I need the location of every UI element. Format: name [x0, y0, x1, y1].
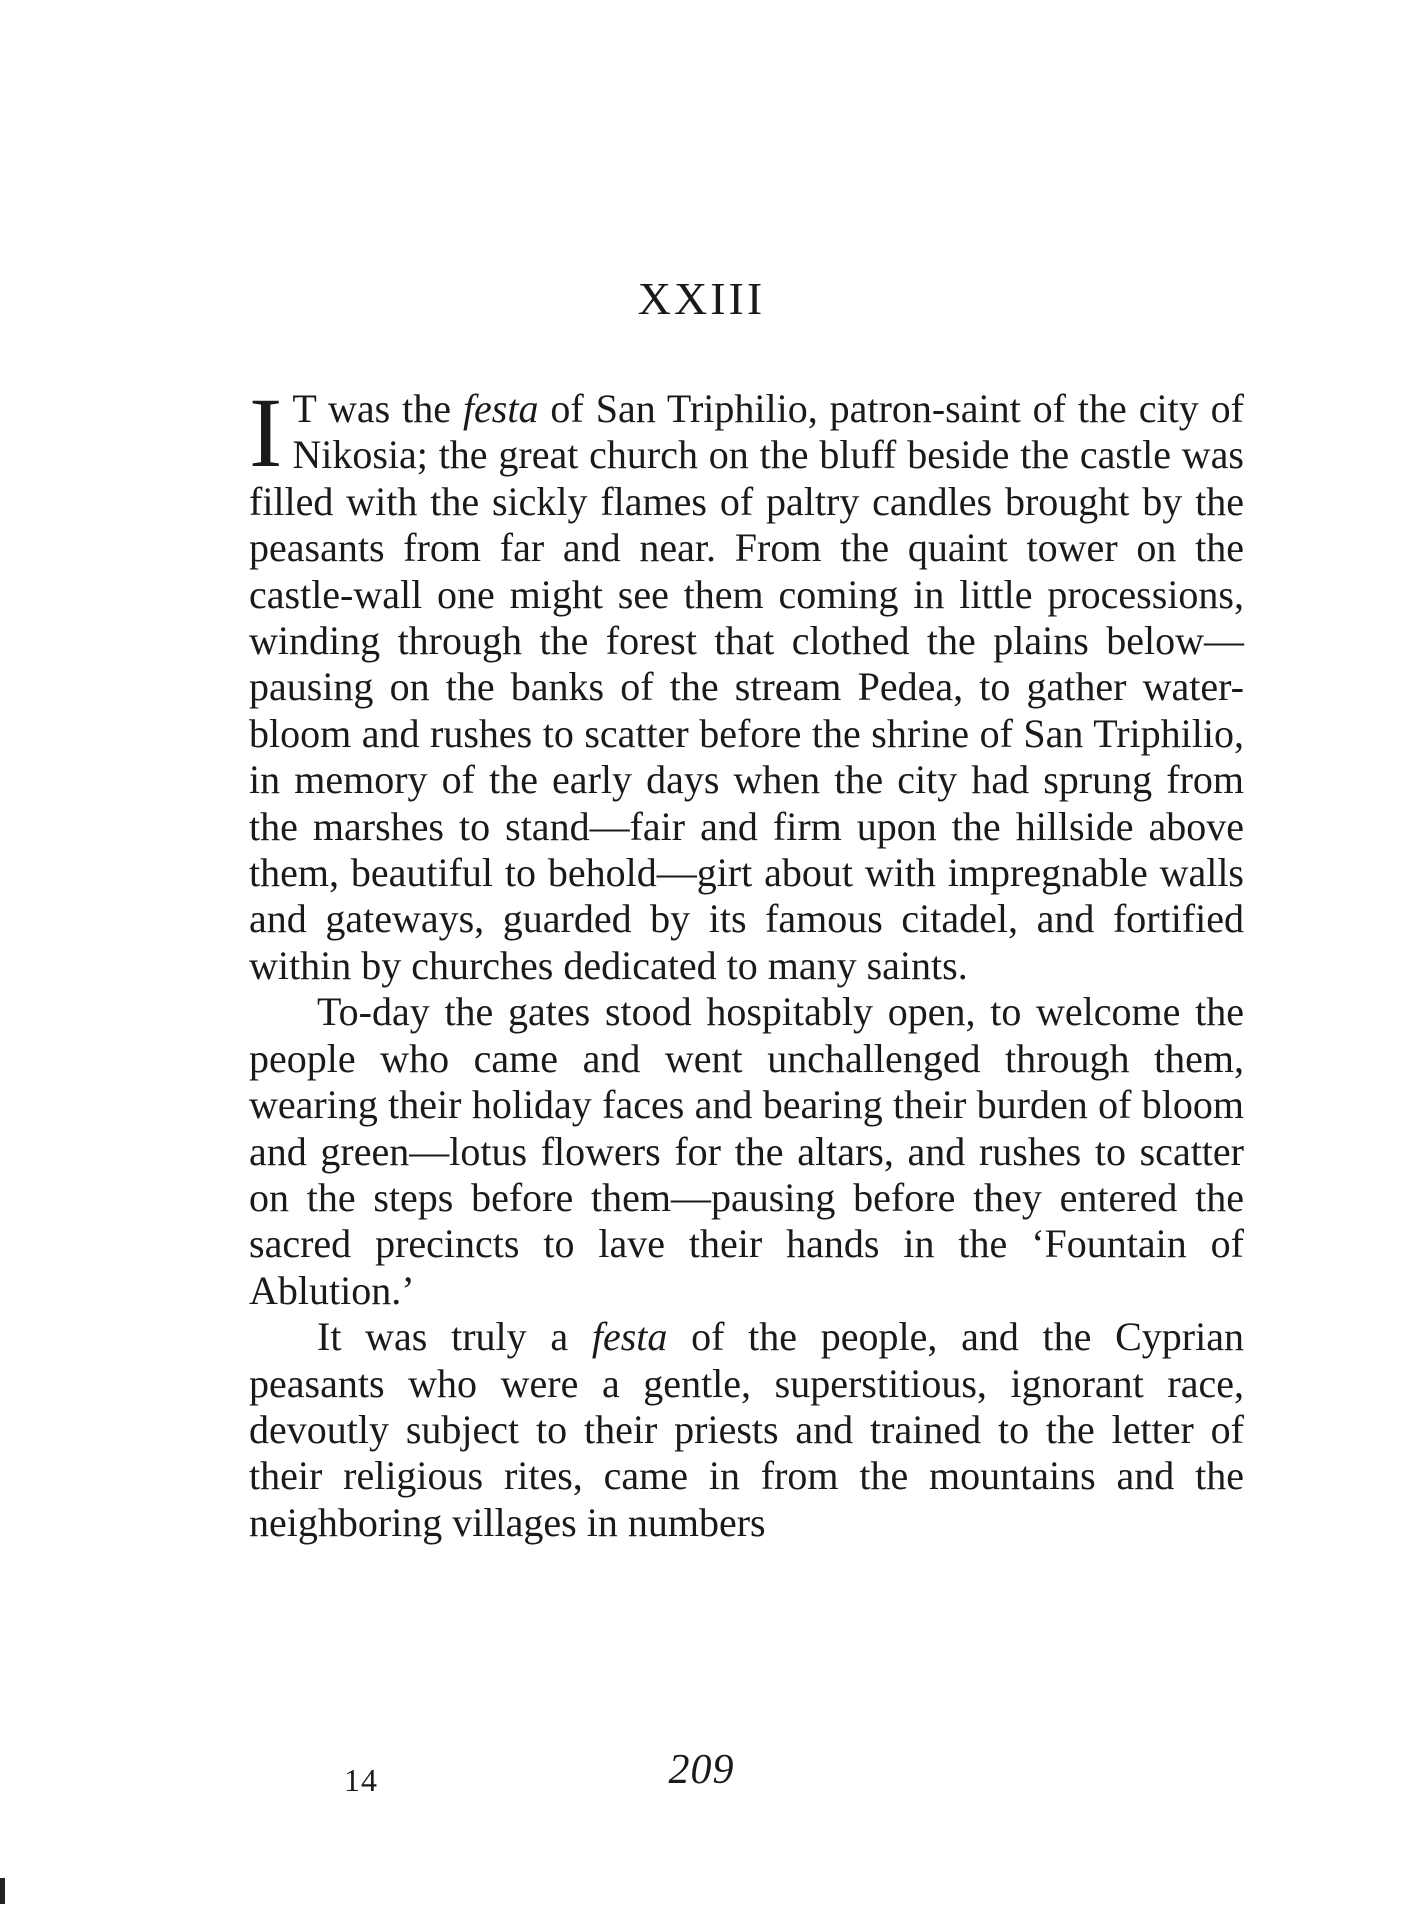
body-text — [249, 377, 1244, 1546]
scan-mark — [0, 1878, 5, 1904]
paragraph-3-italic-festa: festa — [591, 1314, 668, 1360]
paragraph-1-text-a: T was the — [292, 386, 463, 431]
page-number: 209 — [668, 1747, 735, 1793]
paragraph-3-text-a: It was truly a — [317, 1314, 592, 1360]
paragraph-2: To-day the gates stood hospitably open, to welcome the people who came and went unchallenged through them, wearing their holiday faces and bearing their burden of bloom and green—lotus flowers for the altars, and rushes to scatter on the steps before them—pausing before they entered the sacred precincts to lave their hands in the ‘Fountain of Ablution.’ — [249, 989, 1244, 1313]
paragraph-1-italic-festa: festa — [462, 386, 539, 431]
paragraph-1 — [249, 377, 1244, 989]
paragraph-1-text-b: of San Triphilio, patron-saint of the city of Nikosia; the great church on the bluff beside the castle was filled with the sickly flames of paltry candles brought by the peasants from far and near. From the quaint tower on the castle-wall one might see them coming in little processions, winding through the forest that clothed the plains below—pausing on the banks of the stream Pedea, to gather water-bloom and rushes to scatter before the shrine of San Triphilio, in memory of the early days when the city had sprung from the marshes to stand—fair and firm upon the hillside above them, beautiful to behold—girt about with impregnable walls and gateways, guarded by its famous citadel, and fortified within by churches dedicated to many saints. — [249, 386, 1244, 988]
paragraph-3-text-b: of the people, and the Cyprian peasants who were a gentle, superstitious, ignorant race, devoutly subject to their priests and trained to the letter of their religious rites, came in from the mountains and the neighboring villages in numbers — [249, 1314, 1244, 1545]
signature-mark: 14 — [344, 1762, 378, 1798]
chapter-heading: XXIII — [637, 273, 766, 324]
paragraph-3 — [249, 1314, 1244, 1546]
drop-cap: I — [249, 377, 283, 488]
